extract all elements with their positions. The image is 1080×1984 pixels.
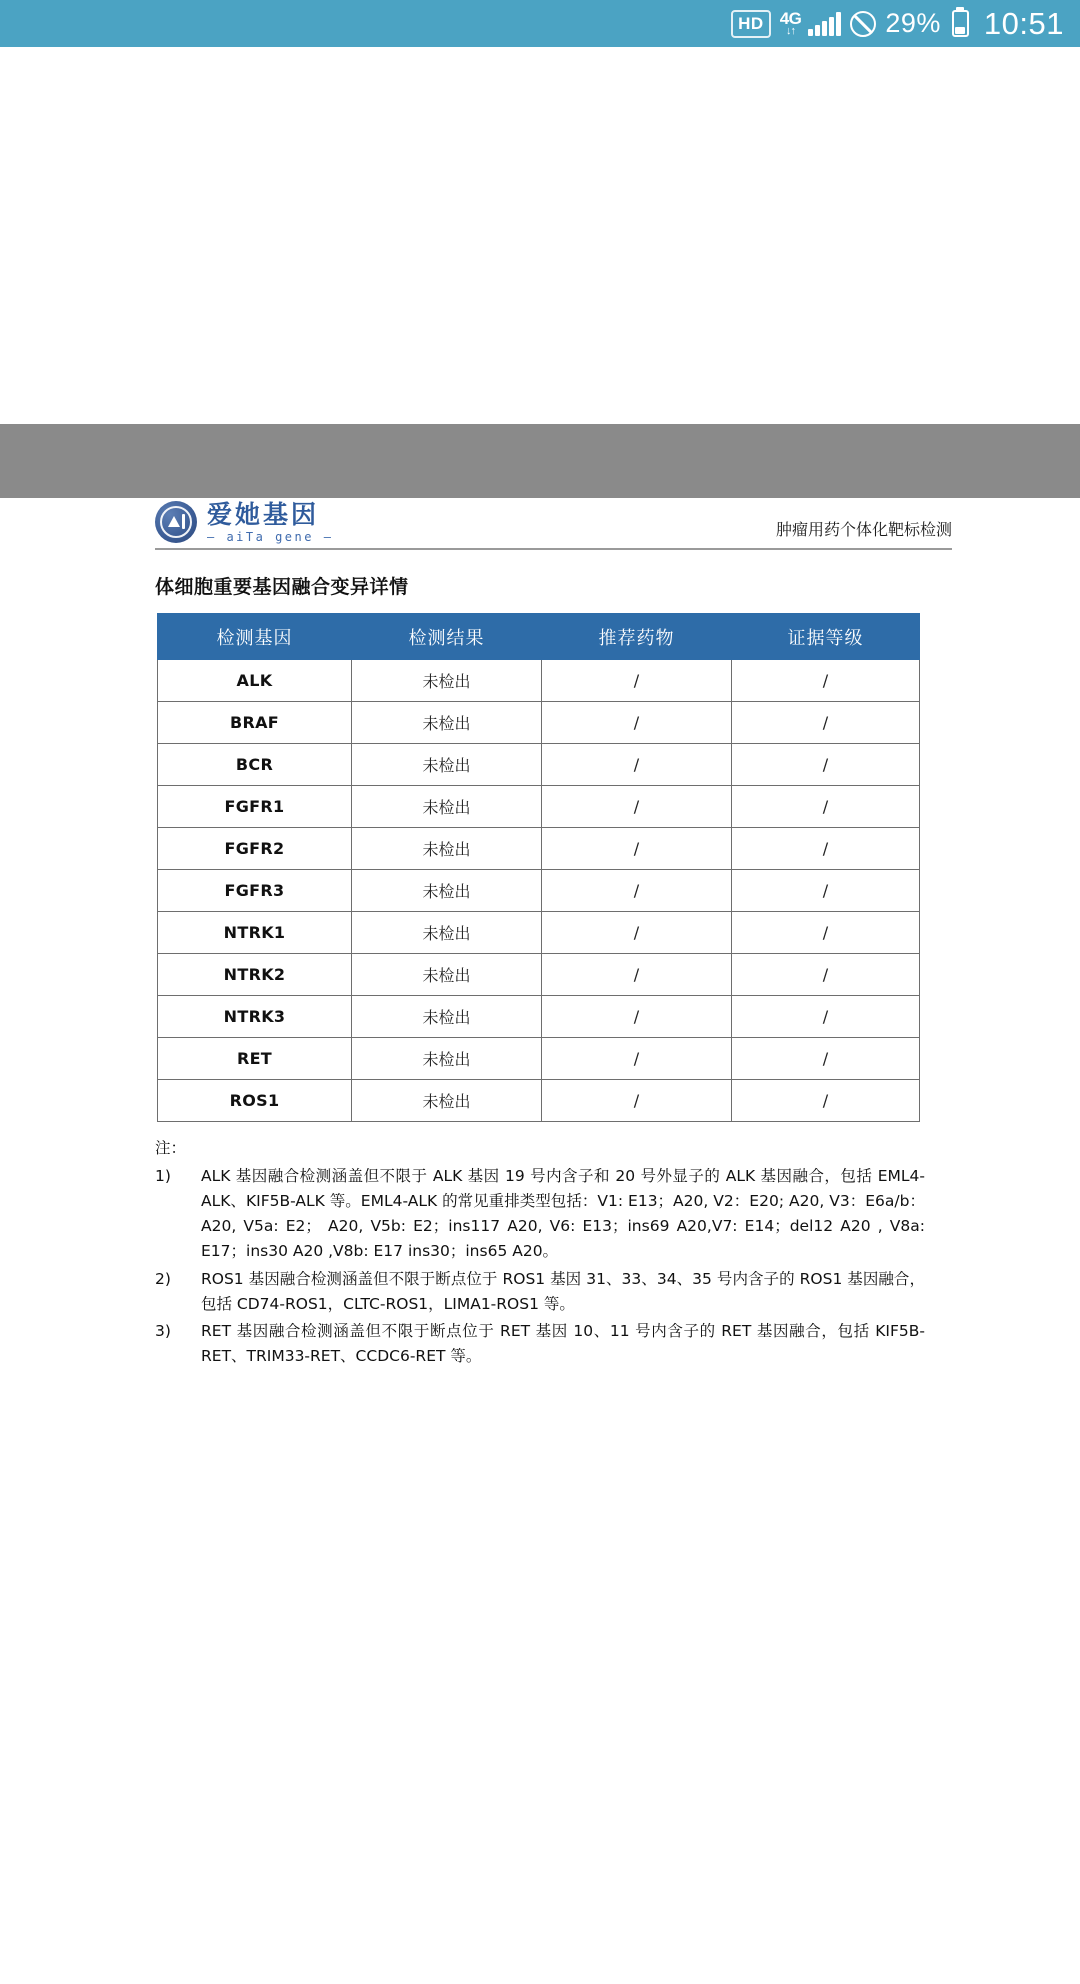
aita-gene-logo-icon [155,501,197,543]
brand-name-cn: 爱她基因 [207,499,320,529]
table-cell-gene: ROS1 [158,1080,352,1122]
table-cell-drug: / [542,870,732,912]
table-row [158,702,920,744]
table-cell-gene: NTRK3 [158,996,352,1038]
table-row [158,912,920,954]
table-cell-drug: / [542,828,732,870]
table-cell-result: 未检出 [352,660,542,702]
network-type-label: 4G [779,9,802,28]
note-item [155,1267,925,1317]
table-row [158,744,920,786]
table-row [158,996,920,1038]
note-text: ROS1 基因融合检测涵盖但不限于断点位于 ROS1 基因 31、33、34、35 号内含子的 ROS1 基因融合，包括 CD74-ROS1，CLTC-ROS1，LIMA1-ROS1 等。 [201,1269,925,1313]
table-cell-level: / [732,954,920,996]
table-cell-drug: / [542,660,732,702]
table-cell-result: 未检出 [352,702,542,744]
table-cell-result: 未检出 [352,828,542,870]
table-cell-drug: / [542,702,732,744]
note-number: 3) [155,1321,171,1340]
table-cell-level: / [732,870,920,912]
battery-icon [952,10,969,37]
table-row [158,954,920,996]
table-cell-gene: NTRK1 [158,912,352,954]
do-not-disturb-icon [850,11,876,37]
battery-percent-label: 29% [885,8,941,38]
table-cell-gene: BCR [158,744,352,786]
table-cell-gene: FGFR1 [158,786,352,828]
note-item [155,1164,925,1264]
table-cell-drug: / [542,996,732,1038]
report-header-title: 肿瘤用药个体化靶标检测 [775,520,952,539]
table-cell-gene: FGFR2 [158,828,352,870]
table-cell-drug: / [542,744,732,786]
table-cell-gene: RET [158,1038,352,1080]
table-cell-gene: FGFR3 [158,870,352,912]
table-header-row [158,614,920,660]
table-cell-level: / [732,702,920,744]
table-cell-level: / [732,828,920,870]
brand-name-en: — aiTa gene — [207,529,334,544]
note-number: 1) [155,1167,171,1186]
document-page-current [0,498,1080,1984]
notes-block [155,1136,925,1369]
table-cell-level: / [732,1038,920,1080]
brand-text [207,499,334,544]
table-cell-result: 未检出 [352,954,542,996]
notes-label: 注： [155,1139,187,1157]
table-cell-result: 未检出 [352,1080,542,1122]
data-transfer-arrows-icon: ↓↑ [786,25,796,37]
brand-logo [155,501,333,548]
table-row [158,1080,920,1122]
note-text: RET 基因融合检测涵盖但不限于断点位于 RET 基因 10、11 号内含子的 RET 基因融合，包括 KIF5B-RET、TRIM33-RET、CCDC6-RET 等。 [201,1321,925,1365]
table-cell-drug: / [542,786,732,828]
table-cell-drug: / [542,954,732,996]
table-cell-drug: / [542,912,732,954]
table-row [158,1038,920,1080]
table-cell-drug: / [542,1038,732,1080]
note-item [155,1319,925,1369]
table-row [158,660,920,702]
clock-label: 10:51 [983,5,1064,41]
note-text: ALK 基因融合检测涵盖但不限于 ALK 基因 19 号内含子和 20 号外显子的 ALK 基因融合，包括 EML4-ALK、KIF5B-ALK 等。EML4-ALK 的常见重排类型包括：V1: E13；A20, V2：E20; A20, V3：E6a/b： A20, V5a: E2； A20, V5b: E2；ins117 A20, V6: E13；ins69 A20,V7: E14；del12 A20 , V8a: E17；ins30 A20 ,V8b: E17 ins30；ins65 A20。 [201,1167,925,1261]
document-viewport[interactable] [0,47,1080,1920]
note-number: 2) [155,1269,171,1288]
status-bar-icons [731,6,1064,42]
column-header-level: 证据等级 [732,614,920,660]
network-type-icon [780,10,802,37]
hd-icon: HD [731,10,771,38]
table-cell-level: / [732,744,920,786]
document-page-previous [0,47,1080,424]
gene-fusion-table-body [158,660,920,1122]
table-cell-level: / [732,660,920,702]
status-bar [0,0,1080,47]
table-cell-result: 未检出 [352,996,542,1038]
table-row [158,870,920,912]
table-row [158,828,920,870]
table-cell-level: / [732,786,920,828]
table-cell-level: / [732,912,920,954]
table-cell-result: 未检出 [352,744,542,786]
column-header-result: 检测结果 [352,614,542,660]
table-cell-result: 未检出 [352,912,542,954]
table-cell-level: / [732,996,920,1038]
table-cell-gene: BRAF [158,702,352,744]
table-cell-result: 未检出 [352,786,542,828]
section-title: 体细胞重要基因融合变异详情 [155,576,409,598]
table-cell-result: 未检出 [352,870,542,912]
table-cell-result: 未检出 [352,1038,542,1080]
table-cell-drug: / [542,1080,732,1122]
gene-fusion-table [157,613,920,1122]
table-row [158,786,920,828]
report-header [155,498,952,550]
column-header-gene: 检测基因 [158,614,352,660]
notes-list [155,1164,925,1369]
table-cell-level: / [732,1080,920,1122]
column-header-drug: 推荐药物 [542,614,732,660]
signal-bars-icon [808,12,841,36]
table-cell-gene: NTRK2 [158,954,352,996]
table-cell-gene: ALK [158,660,352,702]
page-separator [0,424,1080,434]
